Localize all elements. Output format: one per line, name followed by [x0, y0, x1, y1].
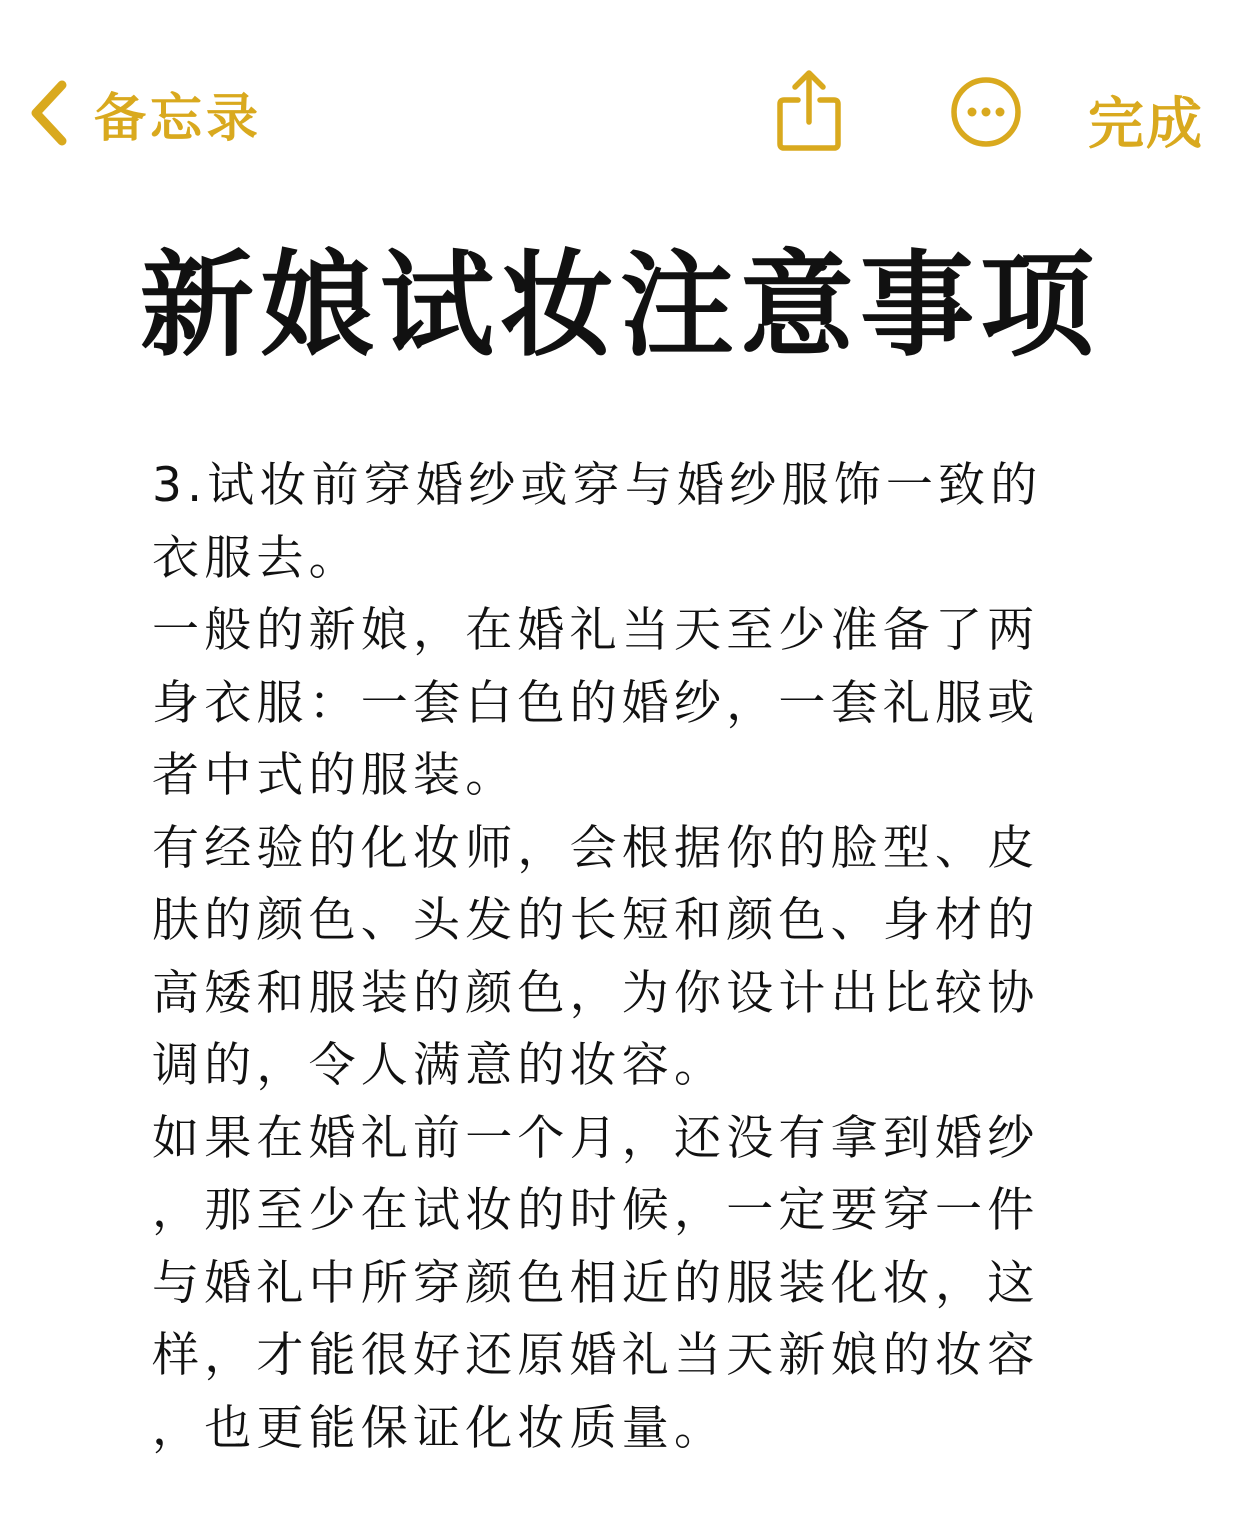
note-line: ，那至少在试妆的时候，一定要穿一件: [152, 1183, 1040, 1238]
note-line: 衣服去。: [152, 530, 361, 586]
chevron-left-icon: [28, 80, 68, 146]
note-body[interactable]: [152, 450, 1052, 1465]
note-line: 肤的颜色、头发的长短和颜色、身材的: [152, 893, 1040, 948]
note-line: 如果在婚礼前一个月，还没有拿到婚纱: [152, 1110, 1040, 1166]
share-button[interactable]: [776, 68, 842, 152]
note-title: 新娘试妆注意事项: [139, 239, 1100, 372]
note-line: 样，才能很好还原婚礼当天新娘的妆容: [152, 1328, 1040, 1383]
navigation-bar: [0, 0, 1240, 200]
note-line: 身衣服：一套白色的婚纱，一套礼服或: [152, 675, 1040, 731]
note-line: 3.试妆前穿婚纱或穿与婚纱服饰一致的: [152, 458, 1043, 513]
back-button[interactable]: [28, 78, 262, 148]
more-options-button[interactable]: [950, 76, 1022, 148]
note-line: ，也更能保证化妆质量。: [152, 1400, 727, 1456]
done-button[interactable]: 完成: [1088, 92, 1204, 157]
back-label: 备忘录: [94, 88, 263, 149]
note-line: 者中式的服装。: [152, 748, 518, 803]
note-line: 一般的新娘，在婚礼当天至少准备了两: [152, 603, 1040, 658]
note-line: 有经验的化妆师，会根据你的脸型、皮: [152, 820, 1040, 876]
note-line: 调的，令人满意的妆容。: [152, 1038, 727, 1093]
share-icon: [776, 68, 842, 152]
note-line: 与婚礼中所穿颜色相近的服装化妆，这: [152, 1255, 1040, 1311]
more-icon: [950, 76, 1022, 148]
note-line: 高矮和服装的颜色，为你设计出比较协: [152, 965, 1040, 1021]
